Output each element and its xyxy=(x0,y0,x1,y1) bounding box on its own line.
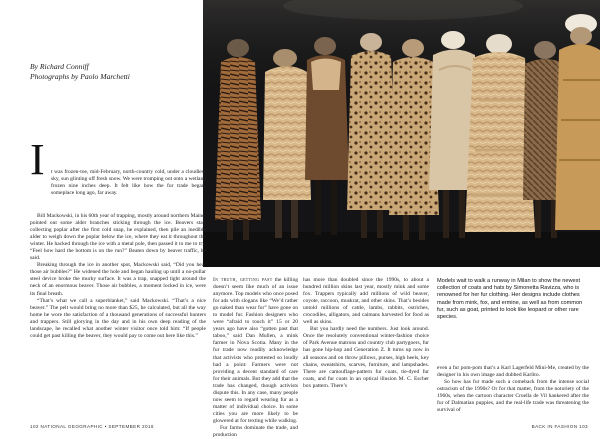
runway-photo xyxy=(203,0,600,267)
folio-right: BACK IN FASHION 103 xyxy=(531,424,588,429)
opening-paragraph: t was frozen-toe, mid-February, north-country cold, under a cloudless sky, sun glinting off fresh snow. We were tromping out onto a wetland frozen nine inches deep. It felt like how the fur trade began, someplace long ago, far away. xyxy=(51,169,206,197)
article-column-4 xyxy=(437,365,589,414)
body-paragraph: So how has fur made such a comeback from the intense social ostracism of the 1990s? Or for that matter, from the notoriety of the 1960s, when the cartoon character Cruella de Vil hankered after the fur of Dalmatian puppies, and the real-life trade was threatening the survival of xyxy=(437,379,589,414)
article-opening xyxy=(51,169,206,197)
author-credit: By Richard Conniff xyxy=(30,62,89,71)
drop-cap: I xyxy=(30,135,45,184)
section-lead-rest: the killing doesn’t seem like much of an issue anymore. Top models who once posed for ads with slogans like “We’d rather go naked than wear fur” have gone on to model fur. Fashion designers who were “afraid to touch it” 15 or 20 years ago have also “gotten past that taboo,” said Dan Mullen, a mink farmer in Nova Scotia. Many in the fur trade now readily acknowledge that activists who protested so loudly had a point: Farmers were not providing a decent standard of care for their animals. But they add that the trade has changed, though activists dispute this. In any case, many people now seem to regard wearing fur as a matter of individual choice. In some cities you are more likely to be glowered at for texting while walking. xyxy=(213,277,298,424)
photographer-credit: Photographs by Paolo Marchetti xyxy=(30,72,130,81)
body-paragraph: Breaking through the ice in another spot, Mackowski said, “Did you hear those air bubbles?” He widened the hole and began hauling up until a no-pullar steel device broke the murky surface. It was a trap, snapped tight around the neck of an enormous beaver. Those air bubbles, a moment locked in ice, were its final breath. xyxy=(30,262,206,297)
article-column-3 xyxy=(303,277,429,390)
body-paragraph: Bill Mackowski, in his 60th year of trapping, mostly around northern Maine, pointed out some alder branches sticking through the ice. Beavers start collecting poplar after the first cold snap, he explained, then pile an inedible alder to weigh down the poplar below the ice, where they eat it throughout the winter. He hacked through the ice with a metal pole, then passed it to me to try. “Feel how hard the bottom is on the run?” Beaten down by beaver traffic, he said. xyxy=(30,213,206,262)
body-paragraph: But you hardly need the numbers. Just look around. Once the resolutely conventional winter-fashion choice of Park Avenue matrons and country club partygoers, fur has gone hip-hop and Generation Z. It turns up now in all seasons and on throw pillows, purses, high heels, key chains, sweatshirts, scarves, furniture, and lampshades. There are camouflage-pattern fur coats, tie-dyed fur coats, and fur coats in an optical illusion M. C. Escher box pattern. There’s xyxy=(303,326,429,389)
folio-left: 102 NATIONAL GEOGRAPHIC • SEPTEMBER 2016 xyxy=(30,424,154,429)
fur-coat-models-illustration xyxy=(203,0,600,267)
section-lead-paragraph xyxy=(213,277,298,425)
byline xyxy=(30,62,130,82)
body-paragraph: has more than doubled since the 1990s, to about a hundred million skins last year, mostly mink and some fox. Trappers typically add millions of wild beaver, coyote, raccoon, muskrat, and other skins. That’s besides untold millions of cattle, lambs, rabbits, ostriches, crocodiles, alligators, and caimans harvested for food as well as skins. xyxy=(303,277,429,326)
section-lead: In truth, getting past xyxy=(213,277,273,283)
article-column-1 xyxy=(30,213,206,340)
body-paragraph: “That’s what we call a superblanket,” said Mackowski. “That’s a nice beaver.” The pelt would bring no more than $25, he calculated, but all the way home he wore the satisfaction of a thousand generations of successful hunters and trappers. Still glorying in the day and in his own deep reading of the landscape, he recalled what another winter visitor once told him: “If people could get past killing the beaver, they would pay to come out here like this.” xyxy=(30,297,206,339)
photo-caption: Models wait to walk a runway in Milan to show the newest collection of coats and hats by Simonetta Ravizza, who is renowned for her fur clothing. Her designs include clothes made from mink, fox, and ermine, as well as from common fur, such as goat, printed to look like leopard or other rare species. xyxy=(437,278,583,321)
article-column-2-text xyxy=(213,277,298,439)
body-paragraph: even a fur pom-pom that’s a Karl Lagerfeld Mini-Me, created by the designer in his own image and dubbed Karlito. xyxy=(437,365,589,379)
body-paragraph: Fur farms dominate the trade, and production xyxy=(213,424,298,439)
